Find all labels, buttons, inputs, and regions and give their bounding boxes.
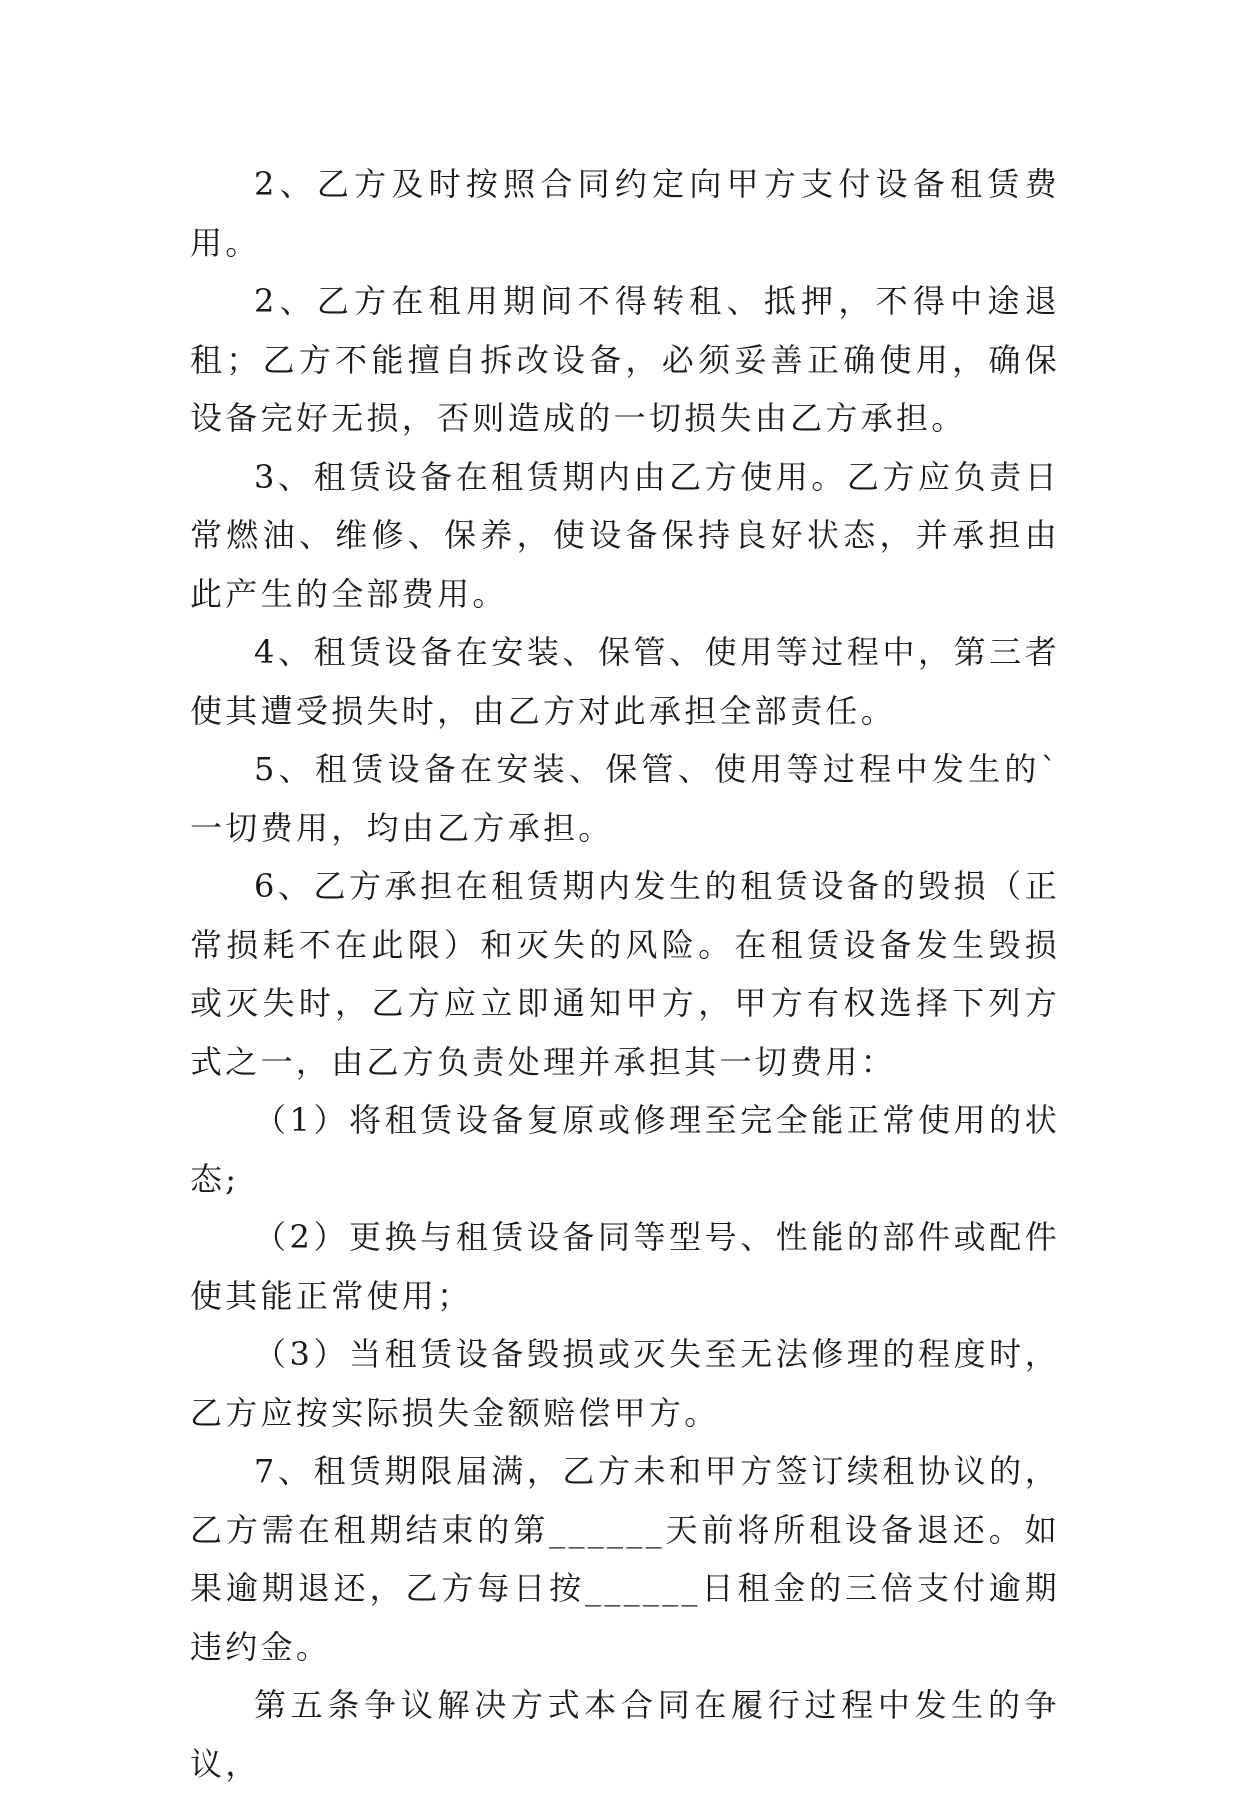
paragraph-dispute-resolution: 第五条争议解决方式本合同在履行过程中发生的争议， [190,1686,1060,1783]
paragraph-installation-costs: 5、租赁设备在安装、保管、使用等过程中发生的`一切费用，均由乙方承担。 [190,750,1060,847]
paragraph-payment-obligation: 2、乙方及时按照合同约定向甲方支付设备租赁费用。 [190,165,1060,262]
document-page [190,155,1060,1793]
paragraph-no-sublease: 2、乙方在租用期间不得转租、抵押，不得中途退租；乙方不能擅自拆改设备，必须妥善正确使用，确保设备完好无损，否则造成的一切损失由乙方承担。 [190,282,1060,437]
paragraph-lease-expiry: 7、租赁期限届满，乙方未和甲方签订续租协议的，乙方需在租期结束的第______天前将所租设备退还。如果逾期退还，乙方每日按______日租金的三倍支付逾期违约金。 [190,1452,1060,1666]
list-item-restore: （1）将租赁设备复原或修理至完全能正常使用的状态; [190,1101,1060,1198]
list-item-replace: （2）更换与租赁设备同等型号、性能的部件或配件使其能正常使用； [190,1218,1060,1315]
list-item-compensate: （3）当租赁设备毁损或灭失至无法修理的程度时，乙方应按实际损失金额赔偿甲方。 [190,1335,1060,1432]
paragraph-damage-risk: 6、乙方承担在租赁期内发生的租赁设备的毁损（正常损耗不在此限）和灭失的风险。在租赁设备发生毁损或灭失时，乙方应立即通知甲方，甲方有权选择下列方式之一，由乙方负责处理并承担其一切费用： [190,867,1060,1081]
paragraph-usage-maintenance: 3、租赁设备在租赁期内由乙方使用。乙方应负责日常燃油、维修、保养，使设备保持良好状态，并承担由此产生的全部费用。 [190,457,1060,613]
paragraph-third-party-liability: 4、租赁设备在安装、保管、使用等过程中，第三者使其遭受损失时，由乙方对此承担全部责任。 [190,633,1060,730]
